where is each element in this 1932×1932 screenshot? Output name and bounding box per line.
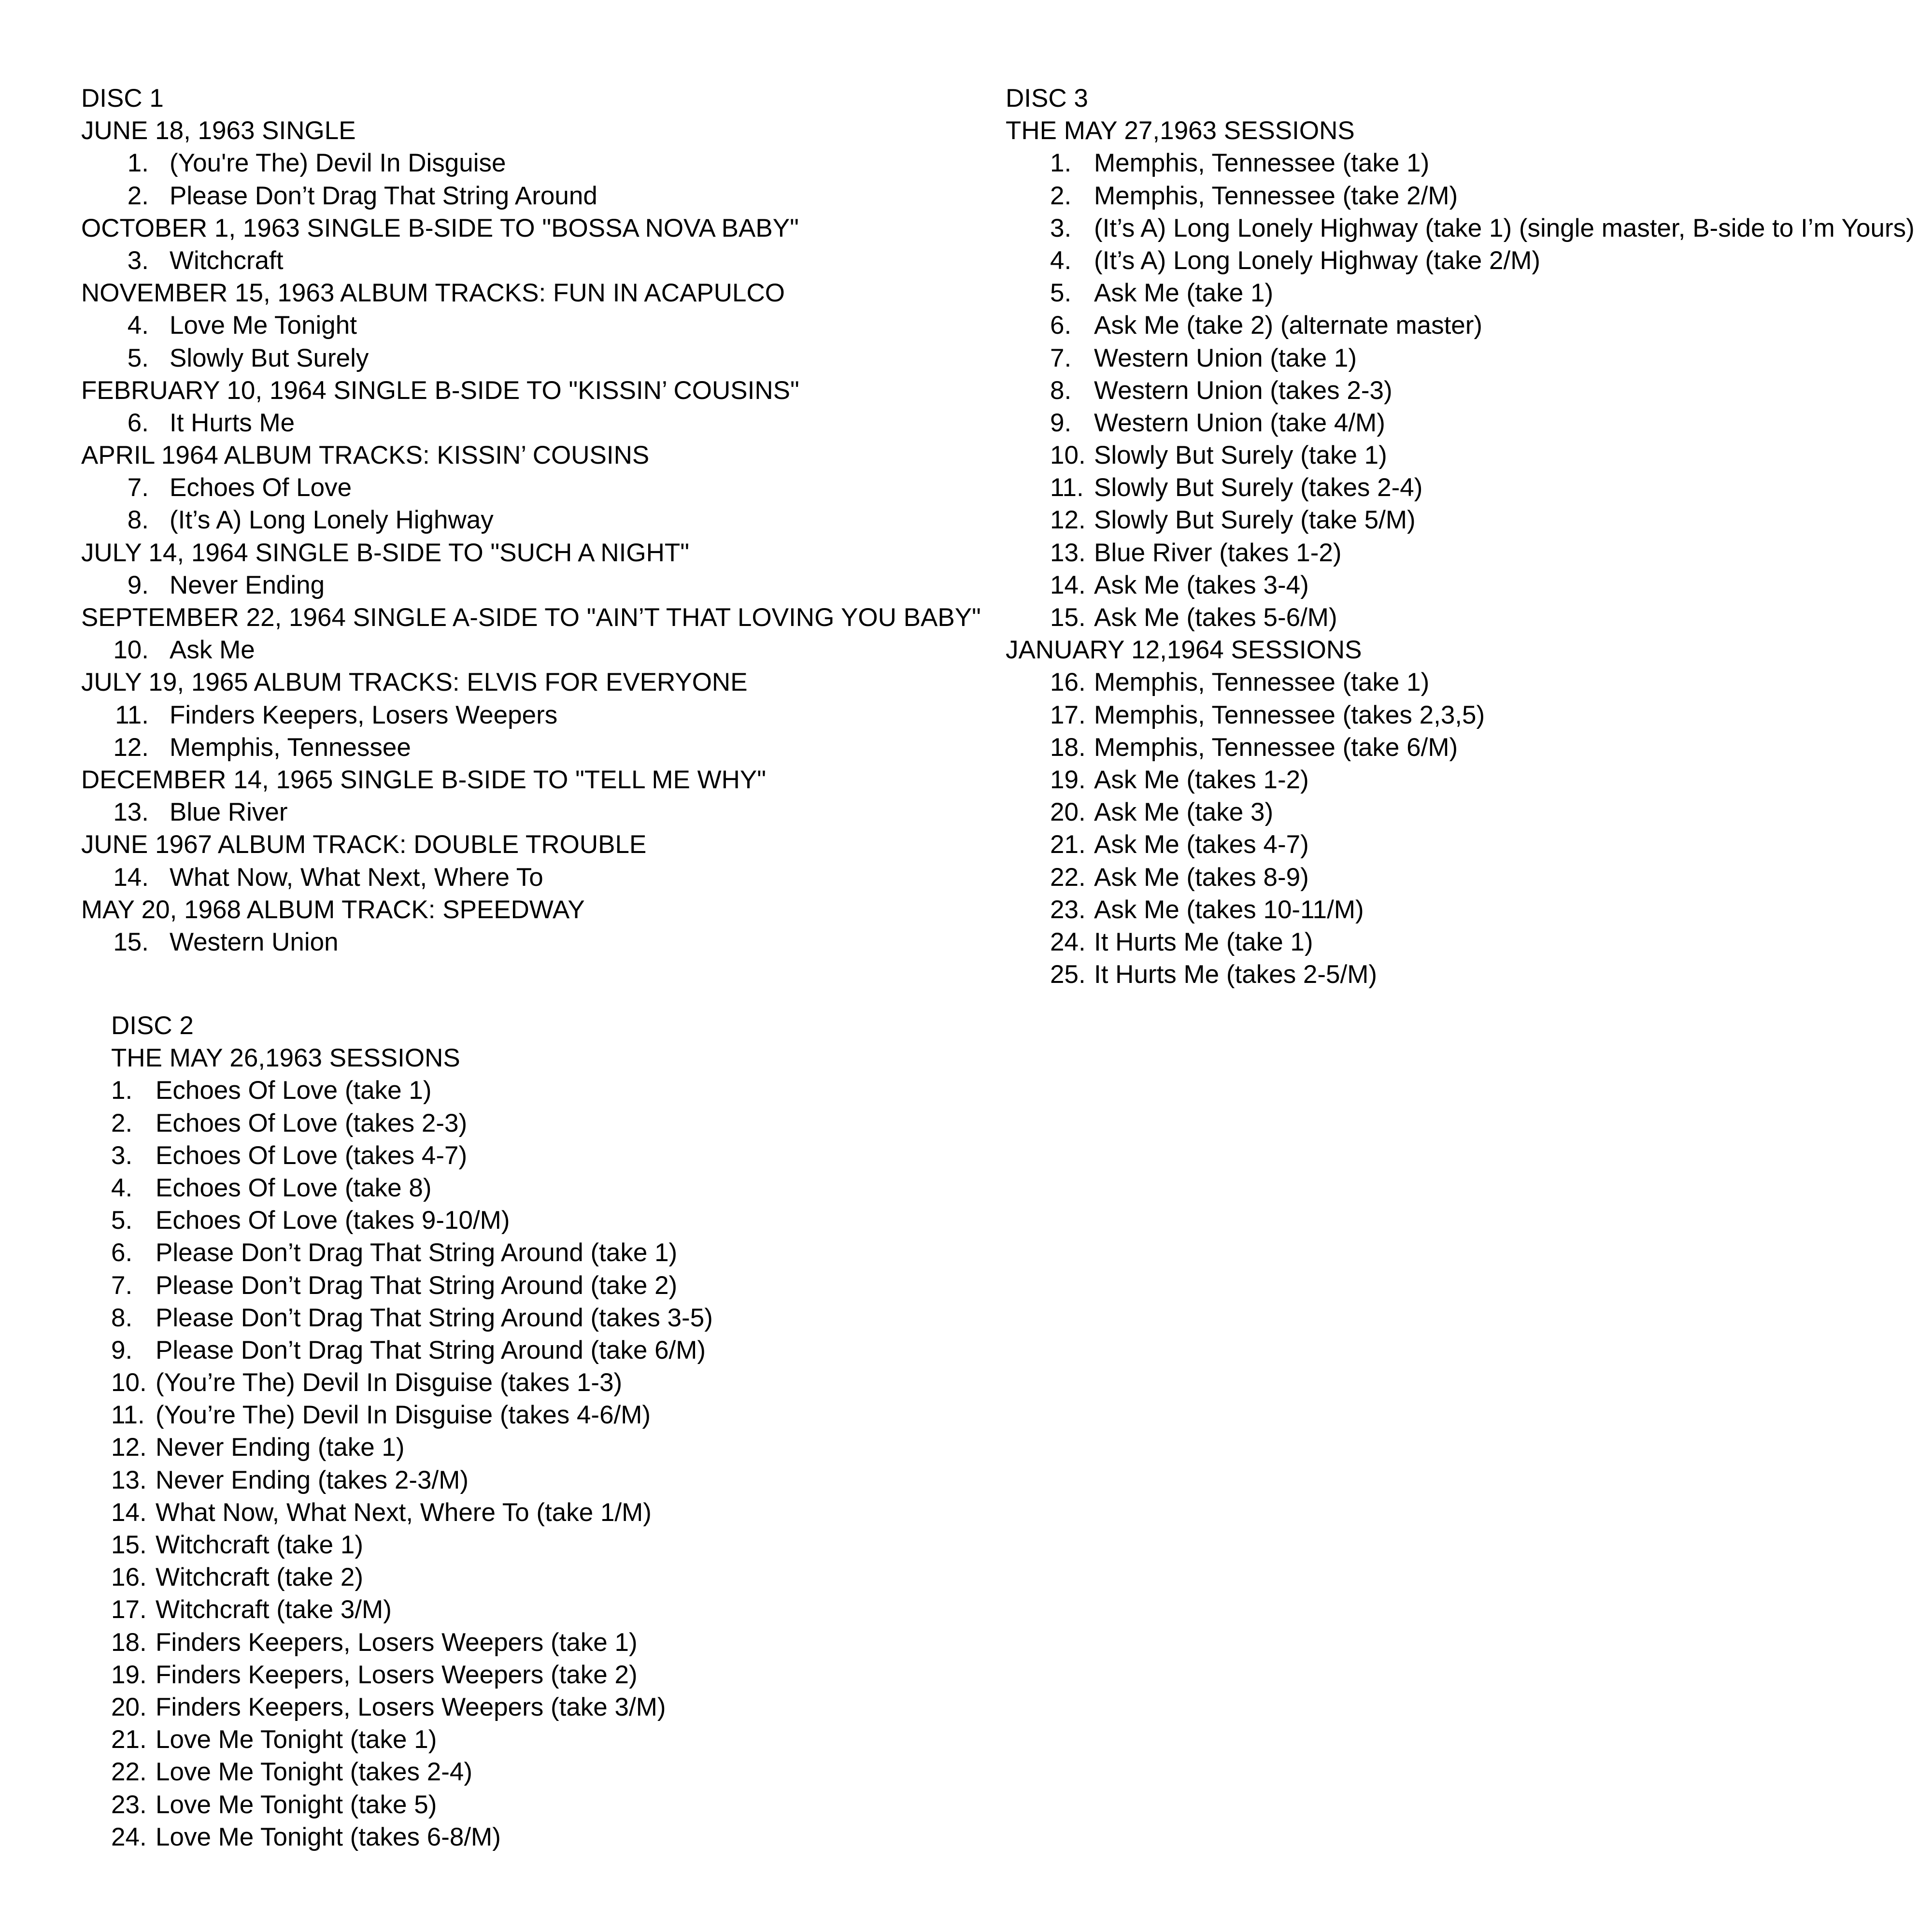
track-title: Love Me Tonight (take 1) [156, 1725, 437, 1754]
track-item [111, 1496, 652, 1529]
track-title: Memphis, Tennessee (take 1) [1094, 668, 1430, 697]
section-heading: FEBRUARY 10, 1964 SINGLE B-SIDE TO "KISSIN’ COUSINS" [81, 376, 799, 405]
track-title: What Now, What Next, Where To [170, 863, 543, 892]
track-number: 4. [127, 311, 149, 340]
track-title: Never Ending (takes 2-3/M) [156, 1465, 469, 1494]
track-number: 21. [111, 1725, 147, 1754]
track-title: Love Me Tonight (take 5) [156, 1790, 437, 1819]
track-title: Echoes Of Love (takes 4-7) [156, 1141, 468, 1170]
track-number: 8. [1050, 376, 1072, 405]
section-heading: JULY 19, 1965 ALBUM TRACKS: ELVIS FOR EVERYONE [81, 668, 748, 697]
track-number: 23. [111, 1790, 147, 1819]
track-number: 14. [111, 1498, 147, 1527]
track-title: Finders Keepers, Losers Weepers [170, 700, 558, 729]
track-item [111, 1334, 706, 1366]
track-item [1006, 407, 1385, 439]
track-title: Memphis, Tennessee (take 1) [1094, 149, 1430, 178]
track-item [81, 342, 981, 374]
track-item [1006, 342, 1362, 374]
track-number: 11. [111, 1401, 145, 1430]
track-item [1006, 861, 1362, 894]
track-number: 15. [113, 927, 149, 956]
track-title: Echoes Of Love [170, 473, 352, 502]
track-number: 3. [111, 1141, 133, 1170]
track-title: Memphis, Tennessee [170, 733, 411, 762]
track-item [1006, 764, 1362, 796]
track-item [1006, 731, 1458, 764]
track-title: Western Union (take 4/M) [1094, 408, 1385, 437]
track-item [1006, 471, 1423, 504]
track-item [111, 1626, 638, 1659]
track-number: 24. [1050, 927, 1086, 956]
track-title: Western Union (takes 2-3) [1094, 376, 1392, 405]
track-item [1006, 439, 1387, 471]
track-title: Memphis, Tennessee (take 2/M) [1094, 181, 1458, 210]
disc-3-column [1006, 82, 1915, 991]
track-title: Ask Me (takes 10-11/M) [1094, 895, 1364, 924]
track-title: Love Me Tonight [170, 311, 357, 340]
track-number: 20. [111, 1692, 147, 1721]
track-item [81, 244, 981, 277]
track-number: 11. [115, 700, 149, 729]
track-item [1006, 958, 1378, 991]
track-item [111, 1236, 678, 1269]
track-number: 6. [127, 408, 149, 437]
track-number: 20. [1050, 798, 1086, 827]
track-item [81, 504, 981, 536]
section-heading: SEPTEMBER 22, 1964 SINGLE A-SIDE TO "AIN’T THAT LOVING YOU BABY" [81, 603, 981, 632]
track-item [1006, 374, 1392, 407]
track-item [81, 309, 981, 341]
track-item [1006, 666, 1430, 698]
track-title: Finders Keepers, Losers Weepers (take 1) [156, 1628, 638, 1657]
track-item [111, 1529, 460, 1561]
track-item [111, 1756, 472, 1788]
track-title: Love Me Tonight (takes 2-4) [156, 1758, 472, 1787]
track-number: 5. [1050, 279, 1072, 308]
track-number: 6. [1050, 311, 1072, 340]
track-item [111, 1431, 460, 1463]
track-title: Echoes Of Love (takes 2-3) [156, 1108, 468, 1137]
track-number: 12. [111, 1433, 147, 1462]
track-number: 19. [111, 1660, 147, 1689]
track-number: 14. [1050, 570, 1086, 599]
track-item [111, 1269, 678, 1302]
track-item [111, 1723, 460, 1756]
track-item [111, 1821, 501, 1853]
track-number: 9. [127, 570, 149, 599]
track-item [111, 1302, 713, 1334]
track-title: (It’s A) Long Lonely Highway [170, 506, 494, 535]
track-title: Ask Me (takes 1-2) [1094, 765, 1309, 794]
track-item [1006, 277, 1362, 309]
track-item [81, 699, 981, 731]
track-title: Please Don’t Drag That String Around [170, 181, 597, 210]
track-item [1006, 894, 1362, 926]
track-number: 3. [127, 246, 149, 275]
track-number: 22. [111, 1758, 147, 1787]
track-item [111, 1172, 460, 1204]
track-item [81, 471, 981, 504]
track-title: Ask Me (takes 3-4) [1094, 570, 1309, 599]
track-number: 4. [111, 1173, 133, 1202]
track-title: What Now, What Next, Where To (take 1/M) [156, 1498, 652, 1527]
track-title: Memphis, Tennessee (take 6/M) [1094, 733, 1458, 762]
track-item [81, 569, 981, 601]
section-heading: THE MAY 26,1963 SESSIONS [111, 1044, 460, 1073]
track-number: 1. [111, 1076, 133, 1105]
track-title: Witchcraft (take 2) [156, 1563, 363, 1592]
track-title: Never Ending (take 1) [156, 1433, 405, 1462]
disc-title: DISC 3 [1006, 84, 1088, 113]
disc-title: DISC 2 [111, 1011, 194, 1040]
track-item [1006, 504, 1416, 536]
track-item [1006, 180, 1458, 212]
track-number: 2. [1050, 181, 1072, 210]
track-item [1006, 926, 1362, 958]
track-title: Western Union [170, 927, 339, 956]
section-heading: THE MAY 27,1963 SESSIONS [1006, 116, 1355, 145]
track-number: 24. [111, 1822, 147, 1851]
track-number: 25. [1050, 960, 1086, 989]
disc-2-column [111, 1009, 713, 1853]
track-number: 9. [111, 1335, 133, 1364]
track-number: 5. [111, 1206, 133, 1235]
track-item [1006, 212, 1915, 244]
track-number: 7. [111, 1271, 133, 1300]
track-item [111, 1659, 638, 1691]
section-heading: OCTOBER 1, 1963 SINGLE B-SIDE TO "BOSSA NOVA BABY" [81, 213, 799, 242]
track-number: 8. [127, 506, 149, 535]
track-item [81, 407, 981, 439]
track-number: 16. [111, 1563, 147, 1592]
track-title: Witchcraft [170, 246, 284, 275]
track-item [81, 731, 981, 764]
track-title: It Hurts Me (takes 2-5/M) [1094, 960, 1378, 989]
track-item [1006, 309, 1483, 341]
track-title: Echoes Of Love (takes 9-10/M) [156, 1206, 510, 1235]
track-number: 17. [1050, 700, 1086, 729]
track-title: Love Me Tonight (takes 6-8/M) [156, 1822, 501, 1851]
track-title: It Hurts Me (take 1) [1094, 927, 1313, 956]
track-item [111, 1789, 460, 1821]
track-item [111, 1366, 623, 1399]
track-number: 11. [1050, 473, 1084, 502]
track-title: It Hurts Me [170, 408, 295, 437]
track-number: 17. [111, 1595, 147, 1624]
track-item [81, 796, 981, 828]
track-item [1006, 244, 1541, 277]
track-title: Ask Me [170, 636, 255, 665]
track-item [1006, 699, 1485, 731]
track-item [111, 1204, 510, 1236]
section-heading: NOVEMBER 15, 1963 ALBUM TRACKS: FUN IN ACAPULCO [81, 279, 785, 308]
track-title: Memphis, Tennessee (takes 2,3,5) [1094, 700, 1485, 729]
track-title: Never Ending [170, 570, 325, 599]
track-number: 15. [111, 1531, 147, 1559]
track-number: 18. [1050, 733, 1086, 762]
track-number: 6. [111, 1238, 133, 1267]
track-item [1006, 537, 1362, 569]
track-item [1006, 601, 1362, 634]
track-item [81, 634, 981, 666]
track-number: 15. [1050, 603, 1086, 632]
track-number: 12. [113, 733, 149, 762]
track-number: 1. [127, 149, 149, 178]
track-title: Slowly But Surely [170, 343, 369, 372]
track-number: 8. [111, 1303, 133, 1332]
disc-title: DISC 1 [81, 84, 164, 113]
track-title: (It’s A) Long Lonely Highway (take 2/M) [1094, 246, 1541, 275]
track-number: 22. [1050, 863, 1086, 892]
section-heading: JULY 14, 1964 SINGLE B-SIDE TO "SUCH A NIGHT" [81, 538, 690, 567]
track-number: 23. [1050, 895, 1086, 924]
track-item [111, 1691, 666, 1723]
track-title: Blue River [170, 798, 288, 827]
track-title: Please Don’t Drag That String Around (take 6/M) [156, 1335, 706, 1364]
disc-1-column [81, 82, 981, 958]
track-number: 4. [1050, 246, 1072, 275]
track-title: Witchcraft (take 3/M) [156, 1595, 392, 1624]
section-heading: JUNE 1967 ALBUM TRACK: DOUBLE TROUBLE [81, 830, 647, 859]
track-item [111, 1561, 460, 1593]
track-item [81, 180, 981, 212]
track-title: Finders Keepers, Losers Weepers (take 2) [156, 1660, 638, 1689]
track-title: Ask Me (takes 5-6/M) [1094, 603, 1337, 632]
section-heading: JANUARY 12,1964 SESSIONS [1006, 636, 1362, 665]
track-title: Echoes Of Love (take 1) [156, 1076, 432, 1105]
track-number: 7. [1050, 343, 1072, 372]
track-number: 5. [127, 343, 149, 372]
track-item [111, 1399, 651, 1431]
track-title: Ask Me (take 2) (alternate master) [1094, 311, 1483, 340]
track-item [111, 1464, 469, 1496]
track-number: 13. [113, 798, 149, 827]
track-number: 18. [111, 1628, 147, 1657]
track-item [1006, 828, 1362, 861]
track-number: 21. [1050, 830, 1086, 859]
track-number: 14. [113, 863, 149, 892]
track-title: Please Don’t Drag That String Around (take 2) [156, 1271, 678, 1300]
track-title: Finders Keepers, Losers Weepers (take 3/M) [156, 1692, 666, 1721]
track-number: 2. [127, 181, 149, 210]
track-number: 1. [1050, 149, 1072, 178]
track-item [1006, 569, 1362, 601]
track-number: 9. [1050, 408, 1072, 437]
track-item [111, 1107, 468, 1139]
track-title: Blue River (takes 1-2) [1094, 538, 1342, 567]
track-item [81, 926, 981, 958]
track-title: Ask Me (takes 8-9) [1094, 863, 1309, 892]
section-heading: APRIL 1964 ALBUM TRACKS: KISSIN’ COUSINS [81, 441, 650, 470]
track-title: Slowly But Surely (takes 2-4) [1094, 473, 1423, 502]
section-heading: MAY 20, 1968 ALBUM TRACK: SPEEDWAY [81, 895, 585, 924]
track-item [1006, 796, 1362, 828]
track-title: (It’s A) Long Lonely Highway (take 1) (single master, B-side to I’m Yours) [1094, 213, 1915, 242]
track-number: 3. [1050, 213, 1072, 242]
track-title: Witchcraft (take 1) [156, 1531, 363, 1559]
section-heading: DECEMBER 14, 1965 SINGLE B-SIDE TO "TELL ME WHY" [81, 765, 767, 794]
track-title: (You’re The) Devil In Disguise (takes 4-6/M) [156, 1401, 651, 1430]
track-title: Please Don’t Drag That String Around (take 1) [156, 1238, 678, 1267]
track-title: Slowly But Surely (take 5/M) [1094, 506, 1416, 535]
track-number: 13. [111, 1465, 147, 1494]
track-item [81, 861, 981, 894]
track-number: 2. [111, 1108, 133, 1137]
track-title: Ask Me (take 1) [1094, 279, 1274, 308]
track-number: 16. [1050, 668, 1086, 697]
track-title: (You’re The) Devil In Disguise (takes 1-3) [156, 1368, 623, 1397]
track-item [111, 1593, 460, 1626]
track-number: 19. [1050, 765, 1086, 794]
section-heading: JUNE 18, 1963 SINGLE [81, 116, 356, 145]
track-number: 12. [1050, 506, 1086, 535]
track-title: Ask Me (take 3) [1094, 798, 1274, 827]
track-number: 10. [111, 1368, 147, 1397]
track-number: 13. [1050, 538, 1086, 567]
track-item [111, 1139, 468, 1172]
track-title: Ask Me (takes 4-7) [1094, 830, 1309, 859]
track-item [1006, 147, 1430, 179]
track-item [111, 1074, 460, 1107]
track-title: (You're The) Devil In Disguise [170, 149, 506, 178]
track-title: Western Union (take 1) [1094, 343, 1357, 372]
track-item [81, 147, 981, 179]
track-title: Slowly But Surely (take 1) [1094, 441, 1387, 470]
track-title: Echoes Of Love (take 8) [156, 1173, 432, 1202]
track-number: 10. [113, 636, 149, 665]
track-number: 10. [1050, 441, 1086, 470]
track-title: Please Don’t Drag That String Around (takes 3-5) [156, 1303, 713, 1332]
track-number: 7. [127, 473, 149, 502]
